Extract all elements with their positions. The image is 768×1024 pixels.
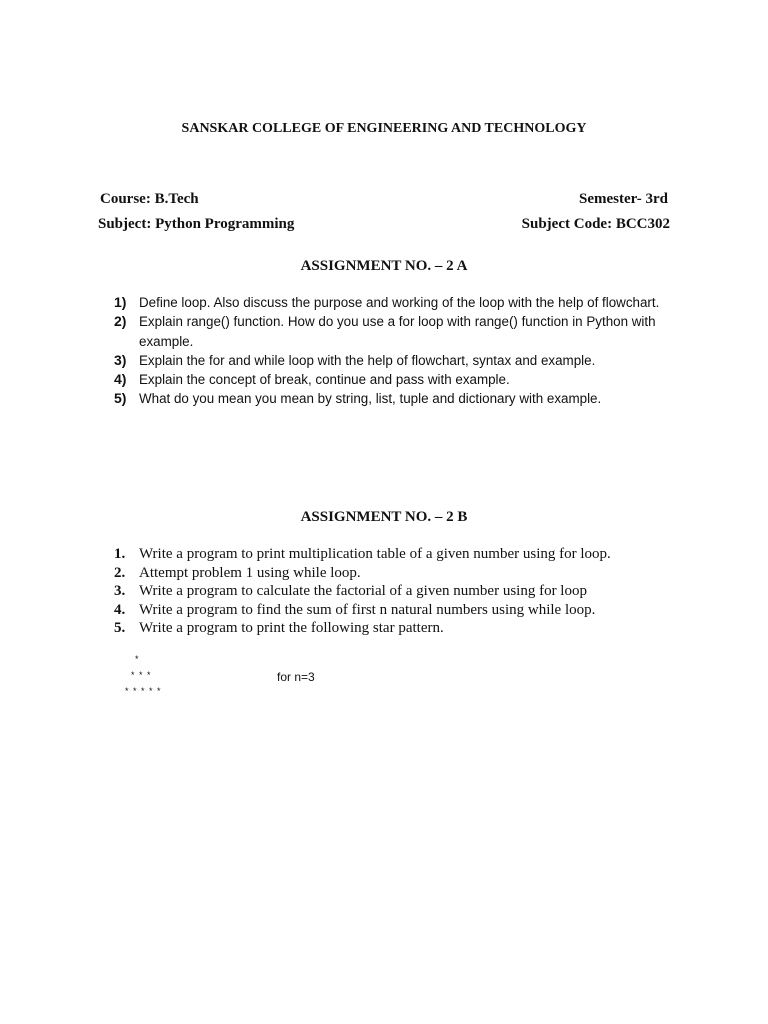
star-row: * * *	[131, 670, 152, 680]
list-item	[114, 370, 674, 389]
question-number: 5)	[114, 390, 127, 407]
question-number: 1)	[114, 294, 127, 310]
question-text: Write a program to print multiplication table of a given number using for loop.	[139, 546, 611, 562]
assignment-2b-heading: ASSIGNMENT NO. – 2 B	[300, 509, 468, 525]
list-item	[114, 545, 674, 564]
course-label: Course: B.Tech	[100, 191, 199, 207]
question-text: Explain the concept of break, continue and pass with example.	[139, 372, 510, 388]
question-text: Explain the for and while loop with the help of flowchart, syntax and example.	[139, 352, 596, 368]
question-number: 2)	[114, 313, 127, 330]
star-row: * * * * *	[125, 686, 162, 696]
question-text: Write a program to find the sum of first n natural numbers using while loop.	[139, 601, 596, 618]
list-item	[114, 351, 674, 370]
question-number: 1.	[114, 546, 126, 562]
list-item	[114, 582, 674, 601]
subject-code-label: Subject Code: BCC302	[521, 216, 670, 232]
list-item	[114, 293, 674, 312]
question-number: 3)	[114, 351, 127, 368]
question-number: 2.	[114, 564, 126, 581]
assignment-2a-question-list	[114, 293, 674, 409]
star-row: *	[135, 654, 140, 664]
semester-label: Semester- 3rd	[579, 191, 668, 207]
college-title: SANSKAR COLLEGE OF ENGINEERING AND TECHNOLOGY	[181, 121, 587, 136]
question-number: 5.	[114, 620, 126, 636]
star-pattern-note: for n=3	[277, 670, 315, 684]
question-number: 3.	[114, 583, 126, 599]
question-text: What do you mean you mean by string, list, tuple and dictionary with example.	[139, 391, 602, 407]
question-text: Define loop. Also discuss the purpose and working of the loop with the help of flowchart.	[139, 295, 660, 310]
assignment-2b-question-list	[114, 545, 674, 638]
list-item	[114, 601, 674, 620]
subject-label: Subject: Python Programming	[98, 216, 295, 232]
list-item	[114, 564, 674, 583]
question-number: 4.	[114, 601, 126, 618]
question-text: Write a program to print the following star pattern.	[139, 620, 444, 636]
question-number: 4)	[114, 371, 127, 388]
question-text: Write a program to calculate the factorial of a given number using for loop	[139, 583, 587, 599]
assignment-2a-heading: ASSIGNMENT NO. – 2 A	[300, 258, 468, 274]
question-text: Explain range() function. How do you use a for loop with range() function in Python with example.	[139, 314, 656, 349]
list-item	[114, 312, 674, 351]
list-item	[114, 619, 674, 638]
list-item	[114, 389, 674, 408]
question-text: Attempt problem 1 using while loop.	[139, 564, 361, 581]
